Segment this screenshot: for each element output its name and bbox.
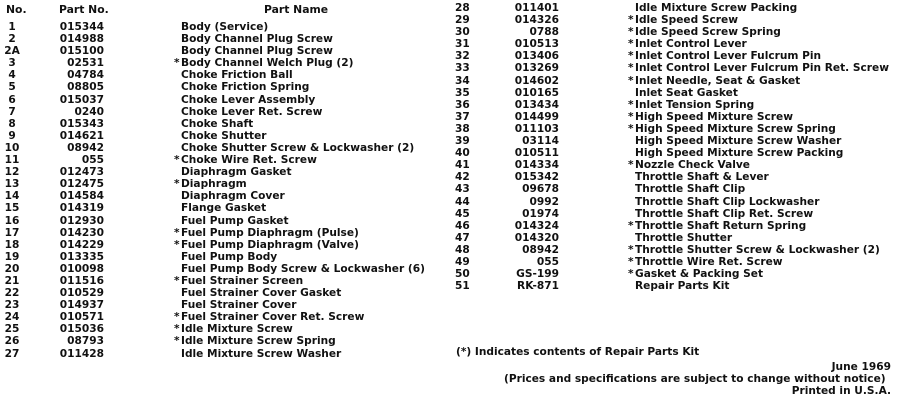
- item-no: 10: [4, 141, 20, 154]
- part-name: [635, 196, 819, 208]
- table-row: [0, 57, 445, 69]
- part-number: 015036: [59, 323, 104, 336]
- repair-kit-marker: *: [628, 14, 634, 27]
- part-name: [628, 110, 793, 123]
- part-number: 010529: [59, 287, 104, 300]
- part-number: 09678: [522, 183, 559, 196]
- part-name: [628, 159, 750, 172]
- part-name: [181, 202, 266, 214]
- item-no: 44: [455, 195, 470, 208]
- part-name: [181, 251, 277, 263]
- part-name: [628, 74, 801, 87]
- part-name: [181, 142, 414, 154]
- table-row: [455, 2, 900, 14]
- table-row: [0, 81, 445, 93]
- table-row: [455, 135, 900, 147]
- part-name-text: Fuel Pump Body Screw & Lockwasher (6): [181, 262, 425, 275]
- item-no: 47: [455, 231, 470, 244]
- part-name: [628, 26, 781, 39]
- repair-kit-marker: *: [628, 50, 634, 63]
- table-row: [455, 75, 900, 87]
- part-name-text: Body Channel Plug Screw: [181, 45, 333, 58]
- part-name: [174, 154, 317, 167]
- item-no: 37: [455, 110, 470, 123]
- part-number: 014230: [59, 226, 104, 239]
- repair-kit-marker: *: [628, 74, 634, 87]
- repair-kit-marker: *: [174, 323, 180, 336]
- item-no: 39: [455, 135, 470, 148]
- part-name: [181, 45, 333, 57]
- item-no: 18: [4, 238, 20, 251]
- part-number: 03114: [522, 135, 559, 148]
- item-no: 28: [455, 2, 470, 14]
- item-no: 46: [455, 219, 470, 232]
- repair-kit-marker: *: [174, 311, 180, 324]
- part-number: 014621: [59, 129, 104, 142]
- table-row: [0, 166, 445, 178]
- part-name: [181, 130, 266, 142]
- part-number: 055: [536, 255, 559, 268]
- part-number: 014602: [514, 74, 559, 87]
- table-row: [0, 311, 445, 323]
- header-part-name: Part Name: [264, 3, 329, 16]
- item-no: 35: [455, 86, 470, 99]
- item-no: 8: [8, 117, 16, 130]
- part-number: 011428: [59, 347, 104, 360]
- part-name: [181, 190, 285, 202]
- date-note: June 1969: [831, 361, 891, 373]
- item-no: 22: [4, 287, 20, 300]
- item-no: 42: [455, 171, 470, 184]
- item-no: 14: [4, 190, 20, 203]
- part-name-text: Inlet Control Lever: [635, 38, 747, 51]
- item-no: 11: [4, 154, 20, 167]
- part-name: [181, 94, 315, 106]
- repair-kit-marker: *: [174, 335, 180, 348]
- part-number: 012475: [59, 178, 104, 191]
- item-no: 25: [4, 323, 20, 336]
- table-row: [455, 38, 900, 50]
- table-row: [455, 87, 900, 99]
- table-row: [0, 335, 445, 347]
- item-no: 16: [4, 214, 20, 227]
- part-number: 0992: [529, 195, 559, 208]
- part-number: 012930: [59, 214, 104, 227]
- part-name: [181, 348, 341, 360]
- table-row: [0, 227, 445, 239]
- item-no: 43: [455, 183, 470, 196]
- repair-kit-marker: *: [628, 159, 634, 172]
- part-name-text: Body Channel Welch Plug (2): [181, 57, 354, 70]
- table-row: [455, 268, 900, 280]
- parts-list-right-column: [455, 2, 900, 292]
- item-no: 36: [455, 98, 470, 111]
- table-row: [455, 208, 900, 220]
- table-row: [0, 202, 445, 214]
- part-number: 0240: [74, 105, 104, 118]
- part-name-text: Diaphragm Cover: [181, 190, 285, 203]
- repair-kit-marker: *: [174, 178, 180, 191]
- part-name-text: Fuel Pump Gasket: [181, 214, 289, 227]
- table-row: [0, 45, 445, 57]
- item-no: 34: [455, 74, 470, 87]
- part-number: 08793: [67, 335, 104, 348]
- item-no: 51: [455, 280, 470, 293]
- part-number: 014320: [514, 231, 559, 244]
- item-no: 21: [4, 274, 20, 287]
- part-number: RK-871: [517, 280, 559, 293]
- part-name: [174, 178, 247, 191]
- repair-kit-marker: *: [174, 274, 180, 287]
- table-row: [455, 14, 900, 26]
- part-name: [635, 280, 729, 292]
- part-name-text: Body (Service): [181, 21, 269, 33]
- table-row: [0, 154, 445, 166]
- part-number: GS-199: [516, 268, 559, 281]
- part-name-text: Inlet Seat Gasket: [635, 86, 738, 99]
- part-number: 015342: [514, 171, 559, 184]
- price-note: (Prices and specifications are subject to change without notice): [504, 373, 886, 385]
- part-name-text: Body Channel Plug Screw: [181, 33, 333, 46]
- part-name-text: Inlet Control Lever Fulcrum Pin: [635, 50, 822, 63]
- part-name-text: Repair Parts Kit: [635, 280, 730, 293]
- item-no: 26: [4, 335, 20, 348]
- part-name-text: Throttle Shutter: [635, 231, 733, 244]
- part-name-text: Inlet Control Lever Fulcrum Pin Ret. Screw: [635, 62, 889, 75]
- part-name-text: Choke Friction Ball: [181, 69, 293, 82]
- part-number: 01974: [522, 207, 559, 220]
- part-number: 014324: [514, 219, 559, 232]
- item-no: 13: [4, 178, 20, 191]
- part-name: [174, 311, 365, 324]
- header-no: No.: [6, 3, 27, 16]
- table-row: [0, 287, 445, 299]
- part-number: 014499: [514, 110, 559, 123]
- part-number: 010165: [514, 86, 559, 99]
- printed-note: Printed in U.S.A.: [791, 385, 891, 397]
- item-no: 15: [4, 202, 20, 215]
- table-row: [0, 275, 445, 287]
- item-no: 49: [455, 255, 470, 268]
- part-number: 015344: [59, 21, 104, 33]
- item-no: 4: [8, 69, 16, 82]
- part-name: [628, 268, 764, 281]
- table-row: [455, 196, 900, 208]
- repair-kit-marker: *: [628, 255, 634, 268]
- part-name: [628, 50, 822, 63]
- part-name: [635, 147, 843, 159]
- part-name-text: Throttle Shaft & Lever: [635, 171, 769, 184]
- part-name: [635, 183, 745, 195]
- item-no: 48: [455, 243, 470, 256]
- repair-kit-marker: *: [628, 98, 634, 111]
- table-row: [455, 123, 900, 135]
- part-name: [635, 2, 797, 14]
- item-no: 32: [455, 50, 470, 63]
- part-number: 011103: [514, 122, 559, 135]
- item-no: 38: [455, 122, 470, 135]
- repair-kit-marker: *: [628, 243, 634, 256]
- part-number: 014334: [514, 159, 559, 172]
- part-number: 014319: [59, 202, 104, 215]
- table-row: [0, 251, 445, 263]
- part-name: [635, 171, 769, 183]
- table-row: [455, 183, 900, 195]
- part-name-text: Nozzle Check Valve: [635, 159, 750, 172]
- part-name-text: Choke Wire Ret. Screw: [181, 154, 317, 167]
- part-name-text: Fuel Pump Diaphragm (Pulse): [181, 226, 359, 239]
- item-no: 23: [4, 299, 20, 312]
- part-name: [174, 335, 336, 348]
- part-name-text: High Speed Mixture Screw Washer: [635, 135, 842, 148]
- part-name-text: Throttle Wire Ret. Screw: [635, 255, 783, 268]
- repair-kit-marker: *: [628, 26, 634, 39]
- part-name-text: Throttle Shaft Return Spring: [635, 219, 807, 232]
- part-name-text: Choke Shutter Screw & Lockwasher (2): [181, 141, 415, 154]
- repair-kit-marker: *: [628, 38, 634, 51]
- part-number: 010511: [514, 147, 559, 160]
- part-name: [635, 232, 732, 244]
- part-number: 015037: [59, 93, 104, 106]
- table-row: [0, 299, 445, 311]
- table-row: [455, 147, 900, 159]
- part-name: [635, 87, 738, 99]
- repair-kit-marker: *: [628, 268, 634, 281]
- table-row: [455, 50, 900, 62]
- part-name: [628, 219, 807, 232]
- item-no: 6: [8, 93, 16, 106]
- part-name-text: Choke Shaft: [181, 117, 254, 130]
- item-no: 19: [4, 250, 20, 263]
- repair-kit-marker: *: [174, 57, 180, 70]
- repair-kit-marker: *: [174, 238, 180, 251]
- part-number: 010098: [59, 262, 104, 275]
- part-name-text: Fuel Strainer Screen: [181, 274, 304, 287]
- table-row: [0, 190, 445, 202]
- part-name: [628, 14, 738, 27]
- item-no: 1: [8, 21, 16, 33]
- table-row: [455, 244, 900, 256]
- part-name: [181, 106, 322, 118]
- part-name-text: Gasket & Packing Set: [635, 268, 764, 281]
- repair-kit-marker: *: [174, 154, 180, 167]
- part-name-text: Fuel Pump Body: [181, 250, 278, 263]
- part-name: [174, 238, 359, 251]
- part-name: [628, 62, 889, 75]
- part-name: [181, 21, 268, 33]
- table-row: [0, 239, 445, 251]
- part-number: 014326: [514, 14, 559, 27]
- part-name: [628, 122, 836, 135]
- table-row: [0, 215, 445, 227]
- part-number: 014584: [59, 190, 104, 203]
- parts-rows-right: [455, 2, 900, 292]
- part-number: 055: [81, 154, 104, 167]
- table-row: [455, 220, 900, 232]
- part-name: [181, 215, 289, 227]
- part-name-text: Fuel Strainer Cover Gasket: [181, 287, 342, 300]
- part-name-text: Fuel Pump Diaphragm (Valve): [181, 238, 359, 251]
- part-number: 02531: [67, 57, 104, 70]
- part-name: [635, 135, 841, 147]
- part-name: [181, 287, 341, 299]
- table-row: [0, 178, 445, 190]
- part-number: 014229: [59, 238, 104, 251]
- item-no: 33: [455, 62, 470, 75]
- item-no: 24: [4, 311, 20, 324]
- part-number: 010513: [514, 38, 559, 51]
- part-name: [174, 274, 304, 287]
- table-row: [455, 171, 900, 183]
- table-row: [455, 159, 900, 171]
- table-row: [0, 348, 445, 360]
- table-row: [455, 256, 900, 268]
- header-part-no: Part No.: [59, 3, 109, 16]
- table-row: [0, 106, 445, 118]
- part-number: 015100: [59, 45, 104, 58]
- table-row: [0, 21, 445, 33]
- part-number: 012473: [59, 166, 104, 179]
- part-name-text: Inlet Needle, Seat & Gasket: [635, 74, 801, 87]
- part-number: 08942: [67, 141, 104, 154]
- part-number: 013335: [59, 250, 104, 263]
- item-no: 12: [4, 166, 20, 179]
- part-number: 0788: [529, 26, 559, 39]
- item-no: 30: [455, 26, 470, 39]
- part-number: 011401: [514, 2, 559, 14]
- item-no: 27: [4, 347, 20, 360]
- part-number: 014937: [59, 299, 104, 312]
- part-name: [174, 323, 293, 336]
- table-row: [0, 33, 445, 45]
- part-name-text: Idle Speed Screw: [635, 14, 738, 27]
- parts-list-left-column: [0, 2, 445, 360]
- repair-kit-marker: *: [628, 122, 634, 135]
- table-row: [455, 99, 900, 111]
- item-no: 50: [455, 268, 470, 281]
- part-name: [174, 226, 359, 239]
- column-header-row: [0, 2, 445, 18]
- part-name-text: Fuel Strainer Cover Ret. Screw: [181, 311, 365, 324]
- table-row: [0, 118, 445, 130]
- part-number: 010571: [59, 311, 104, 324]
- part-name-text: Choke Friction Spring: [181, 81, 310, 94]
- part-name-text: Diaphragm: [181, 178, 247, 191]
- repair-kit-marker: *: [628, 219, 634, 232]
- part-name-text: Diaphragm Gasket: [181, 166, 292, 179]
- item-no: 20: [4, 262, 20, 275]
- part-name-text: Fuel Strainer Cover: [181, 299, 297, 312]
- repair-kit-marker: *: [174, 226, 180, 239]
- part-name: [628, 255, 783, 268]
- part-name: [181, 299, 296, 311]
- part-name-text: Inlet Tension Spring: [635, 98, 755, 111]
- part-number: 08942: [522, 243, 559, 256]
- item-no: 41: [455, 159, 470, 172]
- part-name-text: Idle Speed Screw Spring: [635, 26, 781, 39]
- repair-kit-marker: *: [628, 62, 634, 75]
- part-number: 011516: [59, 274, 104, 287]
- item-no: 2A: [4, 45, 20, 58]
- part-number: 04784: [67, 69, 104, 82]
- part-name-text: High Speed Mixture Screw Spring: [635, 122, 836, 135]
- part-name: [628, 243, 880, 256]
- table-row: [455, 280, 900, 292]
- part-name-text: Choke Lever Assembly: [181, 93, 316, 106]
- part-name: [181, 118, 253, 130]
- table-row: [455, 62, 900, 74]
- part-name: [181, 69, 293, 81]
- item-no: 17: [4, 226, 20, 239]
- item-no: 40: [455, 147, 470, 160]
- table-row: [455, 111, 900, 123]
- table-row: [455, 26, 900, 38]
- part-name-text: Flange Gasket: [181, 202, 267, 215]
- table-row: [455, 232, 900, 244]
- parts-rows-left: [0, 21, 445, 360]
- repair-kit-marker: *: [628, 110, 634, 123]
- part-name-text: Idle Mixture Screw: [181, 323, 293, 336]
- part-number: 013406: [514, 50, 559, 63]
- part-name-text: Idle Mixture Screw Packing: [635, 2, 798, 14]
- table-row: [0, 323, 445, 335]
- item-no: 29: [455, 14, 470, 27]
- item-no: 31: [455, 38, 470, 51]
- table-row: [0, 142, 445, 154]
- part-name-text: Throttle Shaft Clip Ret. Screw: [635, 207, 814, 220]
- item-no: 2: [8, 33, 16, 46]
- part-name-text: Throttle Shaft Clip Lockwasher: [635, 195, 820, 208]
- item-no: 45: [455, 207, 470, 220]
- part-name-text: High Speed Mixture Screw Packing: [635, 147, 844, 160]
- part-name: [635, 208, 813, 220]
- item-no: 7: [8, 105, 16, 118]
- part-number: 015343: [59, 117, 104, 130]
- part-number: 013269: [514, 62, 559, 75]
- table-row: [0, 94, 445, 106]
- part-name-text: Choke Lever Ret. Screw: [181, 105, 323, 118]
- part-name: [174, 57, 354, 70]
- part-name-text: Throttle Shutter Screw & Lockwasher (2): [635, 243, 880, 256]
- table-row: [0, 130, 445, 142]
- part-name: [628, 38, 747, 51]
- part-name-text: Choke Shutter: [181, 129, 267, 142]
- part-name: [181, 33, 333, 45]
- part-number: 013434: [514, 98, 559, 111]
- repair-kit-note: (*) Indicates contents of Repair Parts Kit: [456, 346, 700, 358]
- item-no: 5: [8, 81, 16, 94]
- table-row: [0, 69, 445, 81]
- part-name: [181, 81, 309, 93]
- part-name: [181, 166, 292, 178]
- part-name: [181, 263, 425, 275]
- part-name: [628, 98, 755, 111]
- part-name-text: High Speed Mixture Screw: [635, 110, 793, 123]
- part-number: 08805: [67, 81, 104, 94]
- part-number: 014988: [59, 33, 104, 46]
- item-no: 3: [8, 57, 16, 70]
- part-name-text: Idle Mixture Screw Spring: [181, 335, 336, 348]
- table-row: [0, 263, 445, 275]
- part-name-text: Idle Mixture Screw Washer: [181, 347, 342, 360]
- part-name-text: Throttle Shaft Clip: [635, 183, 746, 196]
- item-no: 9: [8, 129, 16, 142]
